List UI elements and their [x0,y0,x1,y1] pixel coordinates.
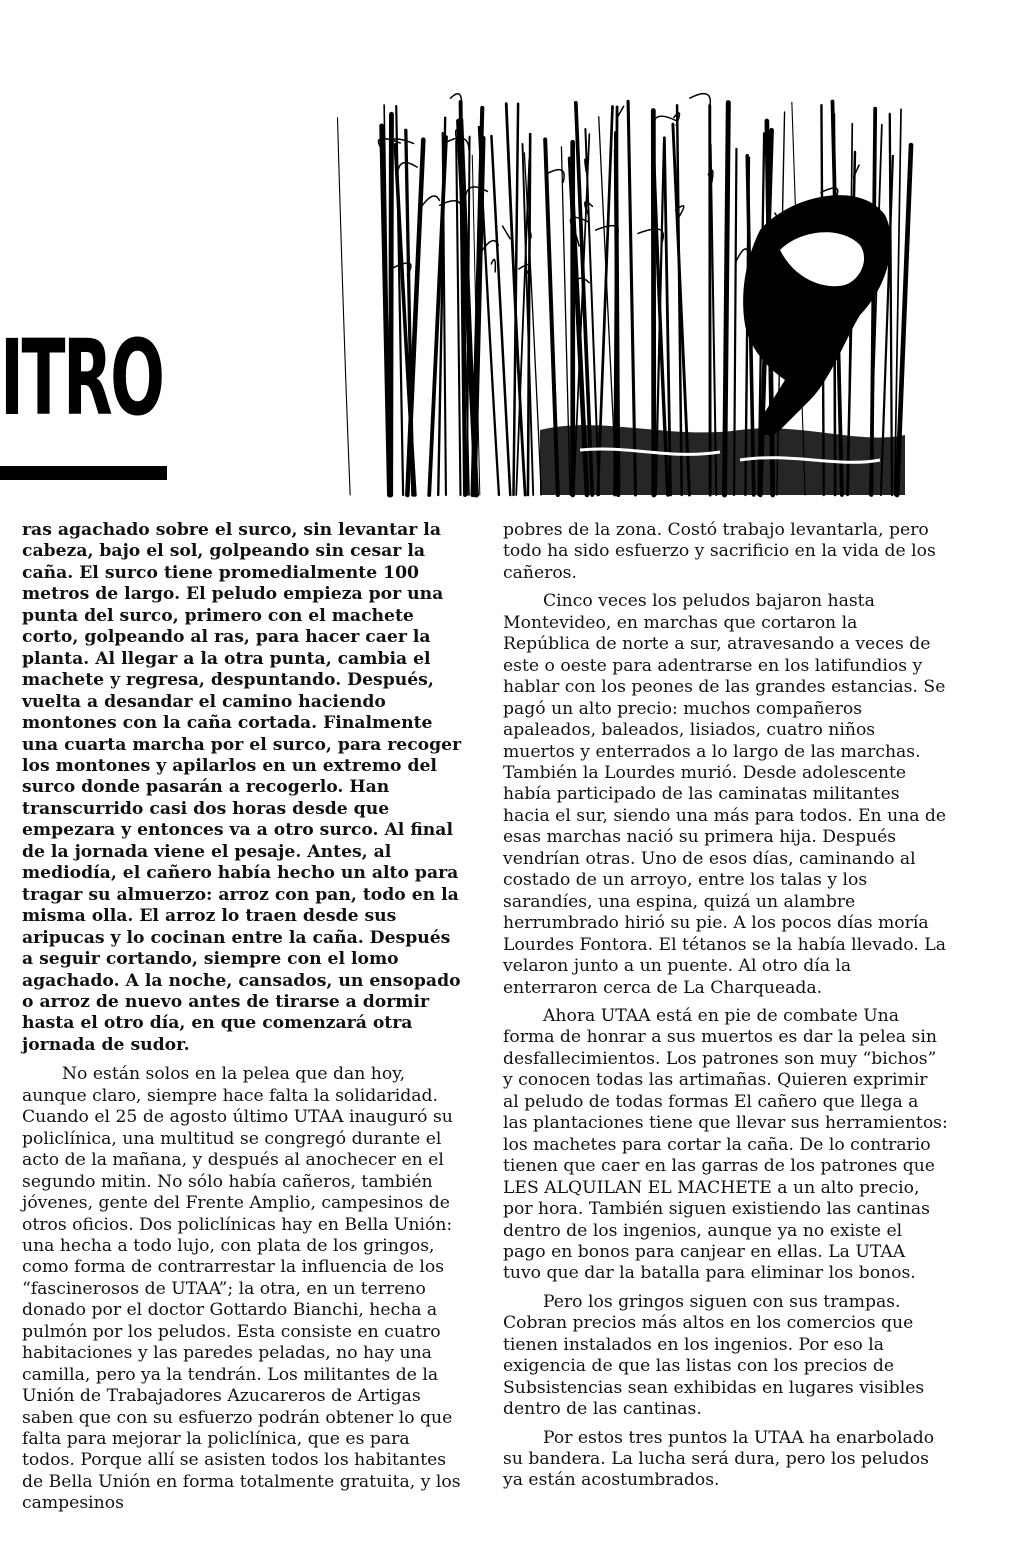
paragraph: No están solos en la pelea que dan hoy, aunque claro, siempre hace falta la solidaridad. Cuando el 25 de agosto último UTAA inauguró su policlínica, una multitud se congregó durante el acto de la mañana, y después al anochecer en el segundo mitin. No sólo había cañeros, también jóvenes, gente del Frente Amplio, campesinos de otros oficios. Dos policlínicas hay en Bella Unión: una hecha a todo lujo, con plata de los gringos, como forma de contrarrestar la influencia de los “fascinerosos de UTAA”; la otra, en un terreno donado por el doctor Gottardo Bianchi, hecha a pulmón por los peludos. Esta consiste en cuatro habitaciones y las paredes peladas, no hay una camilla, pero ya la tendrán. Los militantes de la Unión de Trabajadores Azucareros de Artigas saben que con su esfuerzo podrán obtener lo que falta para mejorar la policlínica, que es para todos. Porque allí se asisten todos los habitantes de Bella Unión en forma totalmente gratuita, y los campesinos [22,1064,461,1514]
left-column [22,520,467,1522]
paragraph: Por estos tres puntos la UTAA ha enarbolado su bandera. La lucha será dura, pero los peludos ya están acostumbrados. [503,1427,935,1491]
paragraph: Ahora UTAA está en pie de combate Una forma de honrar a sus muertos es dar la pelea sin desfallecimientos. Los patrones son muy “bichos” y conocen todas las artimañas. Quieren exprimir al peludo de todas formas El cañero que llega a las plantaciones tiene que llevar sus herramientos: los machetes para cortar la caña. De lo contrario tienen que caer en las garras de los patrones que LES ALQUILAN EL MACHETE a un alto precio, por hora. También siguen existiendo las cantinas dentro de los ingenios, aunque ya no existe el pago en bonos para canjear en ellas. La UTAA tuvo que dar la batalla para eliminar los bonos. [503,1005,948,1284]
sugarcane-photo [340,100,905,495]
headline-fragment: ITRO [0,317,163,439]
paragraph: Cinco veces los peludos bajaron hasta Montevideo, en marchas que cortaron la República de norte a sur, atravesando a veces de este o oeste para adentrarse en los latifundios y hablar con los peones de las grandes estancias. Se pagó un alto precio: muchos compañeros apaleados, baleados, lisiados, cuatro niños muertos y enterrados a lo largo de las marchas. También la Lourdes murió. Desde adolescente había participado de las caminatas militantes hacia el sur, siendo una más para todos. En una de esas marchas nació su primera hija. Después vendrían otras. Uno de esos días, caminando al costado de un arroyo, entre los talas y los sarandíes, una espina, quizá un alambre herrumbrado hirió su pie. A los pocos días moría Lourdes Fontora. El tétanos se la había llevado. La velaron junto a un puente. Al otro día la enterraron cerca de La Charqueada. [503,591,947,998]
paragraph: Pero los gringos siguen con sus trampas. Cobran precios más altos en los comercios que tienen instalados en los ingenios. Por eso la exigencia de que las listas con los precios de Subsistencias sean exhibidas en lugares visibles dentro de las cantinas. [503,1291,925,1420]
paragraph: pobres de la zona. Costó trabajo levantarla, pero todo ha sido esfuerzo y sacrificio en la vida de los cañeros. [503,520,936,583]
sugarcane-cutter-photo-icon [340,100,905,495]
bold-paragraph: ras agachado sobre el surco, sin levantar la cabeza, bajo el sol, golpeando sin cesar la caña. El surco tiene promedialmente 100 metros de largo. El peludo empieza por una punta del surco, primero con el machete corto, golpeando al ras, para hacer caer la planta. Al llegar a la otra punta, cambia el machete y regresa, despuntando. Después, vuelta a desandar el camino haciendo montones con la caña cortada. Finalmente una cuarta marcha por el surco, para recoger los montones y apilarlos en un extremo del surco donde pasarán a recogerlo. Han transcurrido casi dos horas desde que empezara y entonces va a otro surco. Al final de la jornada viene el pesaje. Antes, al mediodía, el cañero había hecho un alto para tragar su almuerzo: arroz con pan, todo en la misma olla. El arroz lo traen desde sus aripucas y lo cocinan entre la caña. Después a seguir cortando, siempre con el lomo agachado. A la noche, cansados, un ensopado o arroz de nuevo antes de tirarse a dormir hasta el otro día, en que comenzará otra jornada de sudor. [22,520,462,1055]
right-column [503,520,948,1499]
headline-rule [0,466,167,480]
